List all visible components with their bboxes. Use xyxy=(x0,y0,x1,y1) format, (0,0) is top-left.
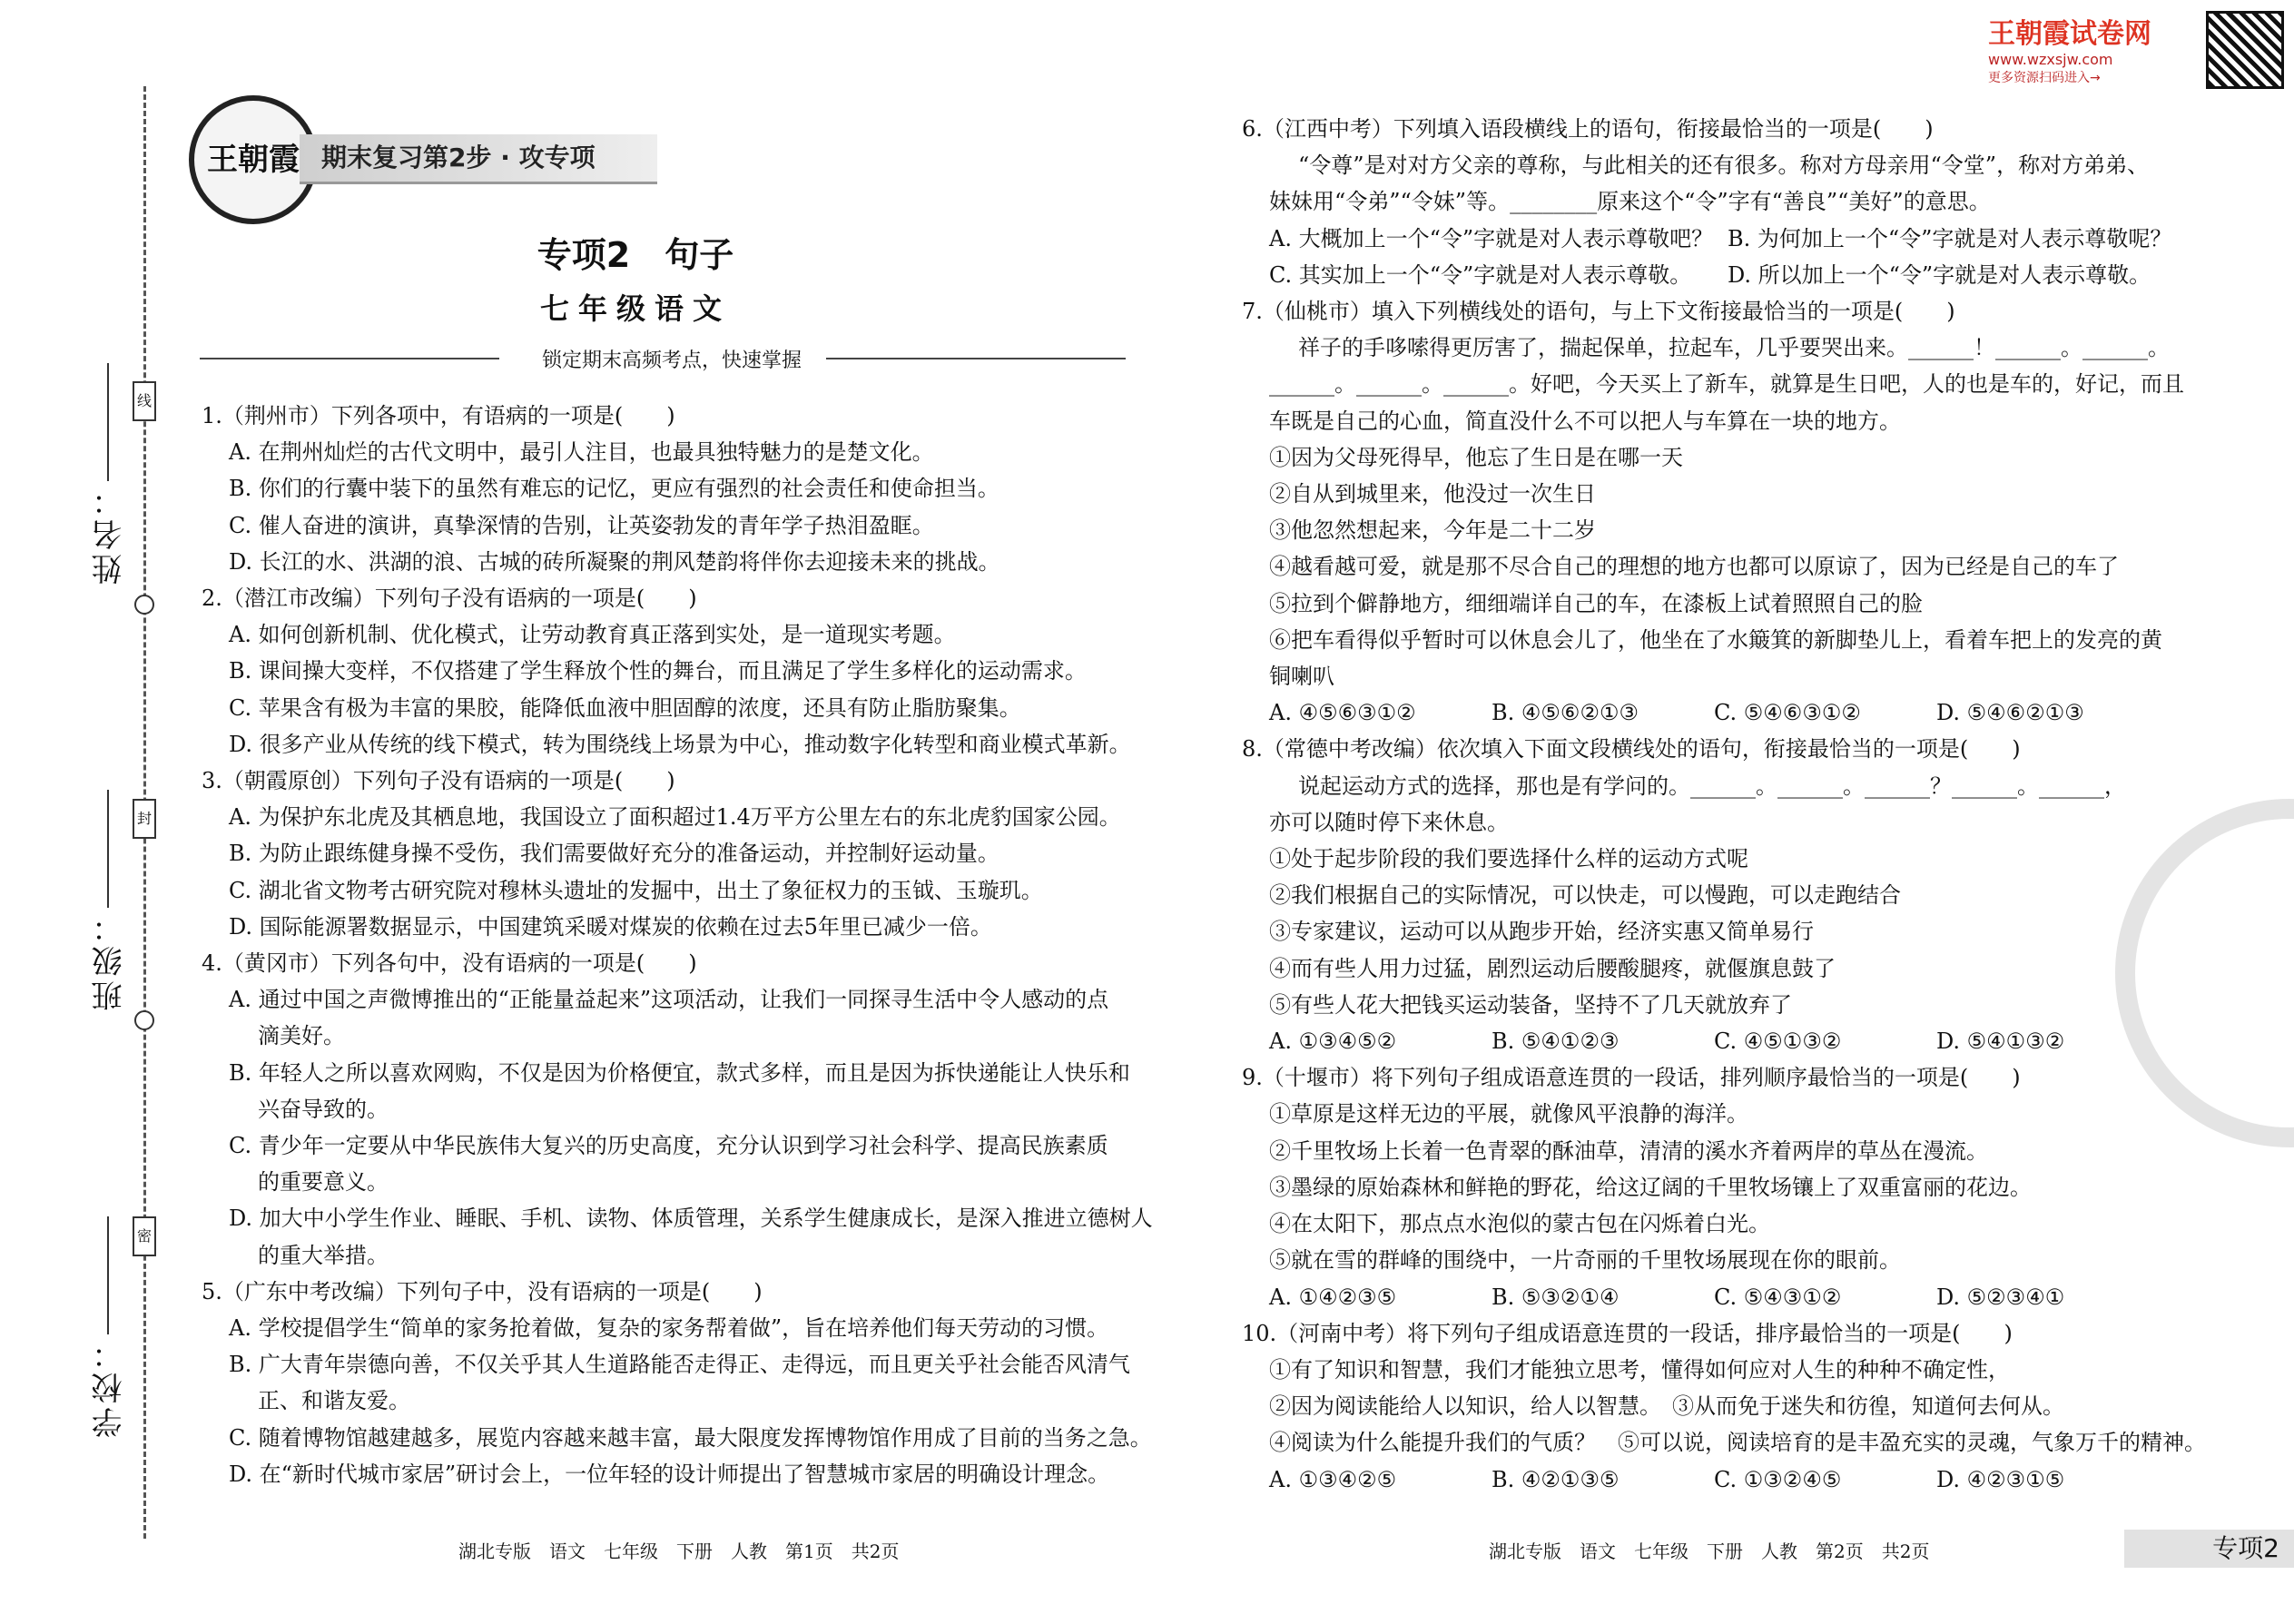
left-question-line: D. 加大中小学生作业、睡眠、手机、读物、体质管理，关系学生健康成长，是深入推进立德树人 xyxy=(229,1206,1153,1232)
question-8-line: ④而有些人用力过猛，剧烈运动后腰酸腿疼，就偃旗息鼓了 xyxy=(1269,955,1836,981)
question-7-line: ⑥把车看得似乎暂时可以休息会儿了，他坐在了水簸箕的新脚垫儿上，看着车把上的发亮的黄 xyxy=(1269,626,2162,653)
left-question-line: B. 年轻人之所以喜欢网购，不仅是因为价格便宜，款式多样，而且是因为拆快递能让人快乐和 xyxy=(229,1059,1130,1086)
binding-school-label: 学校： xyxy=(92,1334,128,1438)
left-question-line: D. 长江的水、洪湖的浪、古城的砖所凝聚的荆风楚韵将伴你去迎接未来的挑战。 xyxy=(229,548,1000,575)
page-title: 专项2 句子 xyxy=(537,235,734,275)
left-question-line: 1.（荆州市）下列各项中，有语病的一项是( ) xyxy=(202,403,675,428)
option-d[interactable]: D. 所以加上一个“令”字就是对人表示尊敬。 xyxy=(1728,261,2151,288)
question-8-line: 8.（常德中考改编）依次填入下面文段横线处的语句，衔接最恰当的一项是( ) xyxy=(1242,736,2021,763)
class-underline xyxy=(107,790,109,908)
section-tag: 专项2 xyxy=(2124,1530,2294,1568)
publisher-logo: 王朝霞 xyxy=(189,95,318,224)
binding-name-label: 姓名： xyxy=(92,481,128,585)
option-d[interactable]: D. ⑤④⑥②①③ xyxy=(1936,700,2084,726)
option-d[interactable]: D. ④②③①⑤ xyxy=(1936,1466,2065,1492)
question-7-line: ______。______。______。好吧，今天买上了新车，就算是生日吧，人的也是车的，好记，而且 xyxy=(1269,371,2184,398)
question-10-options xyxy=(1242,1462,2186,1498)
option-b[interactable]: B. ④②①③⑤ xyxy=(1492,1466,1620,1492)
left-question-line: A. 如何创新机制、优化模式，让劳动教育真正落到实处，是一道现实考题。 xyxy=(229,622,956,648)
left-question-line: C. 青少年一定要从中华民族伟大复兴的历史高度，充分认识到学习社会科学、提高民族素质 xyxy=(229,1133,1108,1159)
option-c[interactable]: C. ⑤④③①② xyxy=(1714,1284,1842,1310)
option-a[interactable]: A. ①③④⑤② xyxy=(1269,1029,1397,1055)
option-c[interactable]: C. ①③②④⑤ xyxy=(1714,1466,1842,1492)
question-9-line: ①草原是这样无边的平展，就像风平浪静的海洋。 xyxy=(1269,1101,1748,1127)
option-b[interactable]: B. ④⑤⑥②①③ xyxy=(1492,700,1639,726)
question-7-line: ⑤拉到个僻静地方，细细端详自己的车，在漆板上试着照照自己的脸 xyxy=(1269,590,1923,616)
question-8-line: ①处于起步阶段的我们要选择什么样的运动方式呢 xyxy=(1269,846,1748,872)
option-a[interactable]: A. 大概加上一个“令”字就是对人表示尊敬吧？ xyxy=(1269,225,1714,251)
left-question-line: A. 在荆州灿烂的古代文明中，最引人注目，也最具独特魅力的是楚文化。 xyxy=(229,439,934,466)
left-question-line: B. 课间操大变样，不仅搭建了学生释放个性的舞台，而且满足了学生多样化的运动需求。 xyxy=(229,658,1087,684)
binding-mark-mi: 密 xyxy=(133,1216,156,1256)
left-question-line: A. 通过中国之声微博推出的“正能量益起来”这项活动，让我们一同探寻生活中令人感动的点 xyxy=(229,987,1109,1013)
question-10-line: ①有了知识和智慧，我们才能独立思考，懂得如何应对人生的种种不确定性， xyxy=(1269,1356,2010,1383)
question-6-options xyxy=(1242,221,2186,257)
binding-mark-feng: 封 xyxy=(133,799,156,839)
question-7-line: ①因为父母死得早，他忘了生日是在哪一天 xyxy=(1269,444,1683,470)
footer-right: 湖北专版 语文 七年级 下册 人教 第2页 共2页 xyxy=(1489,1540,1930,1562)
left-question-line: A. 为保护东北虎及其栖息地，我国设立了面积超过1.4万平方公里左右的东北虎豹国家公园。 xyxy=(229,804,1121,831)
left-question-line: 滴美好。 xyxy=(258,1023,345,1049)
question-7-line: ③他忽然想起来，今年是二十二岁 xyxy=(1269,517,1596,544)
question-9-line: ②千里牧场上长着一色青翠的酥油草，清清的溪水齐着两岸的草丛在漫流。 xyxy=(1269,1137,1988,1164)
left-question-line: C. 催人奋进的演讲，真挚深情的告别，让英姿勃发的青年学子热泪盈眶。 xyxy=(229,512,934,538)
question-7-line: ④越看越可爱，就是那不尽合自己的理想的地方也都可以原谅了，因为已经是自己的车了 xyxy=(1269,554,2119,580)
left-question-line: D. 很多产业从传统的线下模式，转为围绕线上场景为中心，推动数字化转型和商业模式革新。 xyxy=(229,731,1131,757)
left-question-line: B. 为防止跟练健身操不受伤，我们需要做好充分的准备运动，并控制好运动量。 xyxy=(229,841,999,867)
binding-hole-icon xyxy=(134,1010,154,1030)
left-question-line: 2.（潜江市改编）下列句子没有语病的一项是( ) xyxy=(202,586,697,612)
question-6-options xyxy=(1242,257,2186,293)
question-7-options xyxy=(1242,694,2186,731)
question-7-line: 7.（仙桃市）填入下列横线处的语句，与上下文衔接最恰当的一项是( ) xyxy=(1242,299,1955,325)
left-question-column xyxy=(202,398,1153,1492)
question-7-line: ②自从到城里来，他没过一次生日 xyxy=(1269,481,1596,507)
question-8-options xyxy=(1242,1023,2186,1059)
left-question-line: A. 学校提倡学生“简单的家务抢着做，复杂的家务帮着做”，旨在培养他们每天劳动的习惯。 xyxy=(229,1315,1109,1342)
slogan: 锁定期末高频考点，快速掌握 xyxy=(541,349,802,372)
left-question-line: 正、和谐友爱。 xyxy=(258,1388,410,1414)
question-10-line: 10.（河南中考）将下列句子组成语意连贯的一段话，排序最恰当的一项是( ) xyxy=(1242,1320,2013,1346)
left-question-line: B. 广大青年崇德向善，不仅关乎其人生道路能否走得正、走得远，而且更关乎社会能否风清气 xyxy=(229,1352,1130,1378)
option-c[interactable]: C. ⑤④⑥③①② xyxy=(1714,700,1861,726)
right-question-column xyxy=(1242,111,2206,1498)
left-question-line: 兴奋导致的。 xyxy=(258,1096,389,1122)
option-d[interactable]: D. ⑤②③④① xyxy=(1936,1284,2065,1310)
binding-class-label: 班级： xyxy=(92,908,128,1011)
option-d[interactable]: D. ⑤④①③② xyxy=(1936,1029,2065,1055)
option-a[interactable]: A. ①④②③⑤ xyxy=(1269,1284,1397,1310)
question-9-line: ⑤就在雪的群峰的围绕中，一片奇丽的千里牧场展现在你的眼前。 xyxy=(1269,1247,1901,1274)
brand-url: www.wzxsjw.com xyxy=(1988,51,2113,68)
option-b[interactable]: B. ⑤③②①④ xyxy=(1492,1284,1620,1310)
option-c[interactable]: C. 其实加上一个“令”字就是对人表示尊敬。 xyxy=(1269,261,1692,288)
question-8-line: 亦可以随时停下来休息。 xyxy=(1269,809,1509,835)
question-7-line: 祥子的手哆嗦得更厉害了，揣起保单，拉起车，几乎要哭出来。______！______。______。 xyxy=(1298,335,2170,361)
question-10-line: ④阅读为什么能提升我们的气质？ ⑤可以说，阅读培育的是丰盈充实的灵魂，气象万千的精神。 xyxy=(1269,1430,2206,1456)
brand-name: 王朝霞试卷网 xyxy=(1988,18,2151,50)
slogan-row xyxy=(200,345,1126,372)
option-b[interactable]: B. ⑤④①②③ xyxy=(1492,1029,1620,1055)
left-question-line: C. 随着博物馆越建越多，展览内容越来越丰富，最大限度发挥博物馆作用成了目前的当务之急。 xyxy=(229,1424,1152,1451)
brand-header xyxy=(1988,11,2151,86)
option-b[interactable]: B. 为何加上一个“令”字就是对人表示尊敬呢？ xyxy=(1728,225,2172,251)
left-question-line: C. 湖北省文物考古研究院对穆林头遗址的发掘中，出土了象征权力的玉钺、玉璇玑。 xyxy=(229,877,1043,903)
left-question-line: 的重大举措。 xyxy=(258,1242,389,1268)
question-8-line: ③专家建议，运动可以从跑步开始，经济实惠又简单易行 xyxy=(1269,919,1814,945)
school-underline xyxy=(107,1216,109,1334)
question-6-passage: “令尊”是对对方父亲的尊称，与此相关的还有很多。称对方母亲用“令堂”，称对方弟弟、 xyxy=(1298,153,2150,179)
section-banner: 期末复习第2步 · 攻专项 xyxy=(300,134,657,184)
option-a[interactable]: A. ④⑤⑥③①② xyxy=(1269,700,1416,726)
question-9-line: ③墨绿的原始森林和鲜艳的野花，给这辽阔的千里牧场镶上了双重富丽的花边。 xyxy=(1269,1174,2032,1200)
question-8-line: 说起运动方式的选择，那也是有学问的。______。______。______？______。______， xyxy=(1298,773,2126,799)
footer-left: 湖北专版 语文 七年级 下册 人教 第1页 共2页 xyxy=(458,1540,900,1562)
question-9-line: 9.（十堰市）将下列句子组成语意连贯的一段话，排列顺序最恰当的一项是( ) xyxy=(1242,1065,2021,1091)
page-subtitle: 七年级语文 xyxy=(539,291,731,326)
binding-mark-xian: 线 xyxy=(133,381,156,421)
name-underline xyxy=(107,363,109,481)
left-question-line: 4.（黄冈市）下列各句中，没有语病的一项是( ) xyxy=(202,950,697,977)
question-10-line: ②因为阅读能给人以知识，给人以智慧。 ③从而免于迷失和彷徨，知道何去何从。 xyxy=(1269,1393,2064,1420)
left-question-line: D. 国际能源署数据显示，中国建筑采暖对煤炭的依赖在过去5年里已减少一倍。 xyxy=(229,913,992,940)
question-6-stem: 6.（江西中考）下列填入语段横线上的语句，衔接最恰当的一项是( ) xyxy=(1242,116,1934,142)
slogan-divider xyxy=(826,358,1126,359)
left-question-line: 的重要意义。 xyxy=(258,1169,389,1196)
question-8-line: ②我们根据自己的实际情况，可以快走，可以慢跑，可以走跑结合 xyxy=(1269,882,1901,909)
left-question-line: 5.（广东中考改编）下列句子中，没有语病的一项是( ) xyxy=(202,1278,763,1304)
question-9-line: ④在太阳下，那点点水泡似的蒙古包在闪烁着白光。 xyxy=(1269,1211,1770,1237)
question-7-line: 铜喇叭 xyxy=(1269,664,1334,690)
left-question-line: D. 在“新时代城市家居”研讨会上，一位年轻的设计师提出了智慧城市家居的明确设计理念。 xyxy=(229,1461,1110,1487)
question-8-line: ⑤有些人花大把钱买运动装备，坚持不了几天就放弃了 xyxy=(1269,991,1792,1018)
question-9-options xyxy=(1242,1279,2186,1315)
left-question-line: 3.（朝霞原创）下列句子没有语病的一项是( ) xyxy=(202,768,675,794)
question-7-line: 车既是自己的心血，简直没什么不可以把人与车算在一块的地方。 xyxy=(1269,408,1901,434)
left-question-line: C. 苹果含有极为丰富的果胶，能降低血液中胆固醇的浓度，还具有防止脂肪聚集。 xyxy=(229,694,1021,721)
option-c[interactable]: C. ④⑤①③② xyxy=(1714,1029,1842,1055)
brand-tagline: 更多资源扫码进入→ xyxy=(1988,71,2101,85)
qr-code-icon xyxy=(2206,11,2284,89)
option-a[interactable]: A. ①③④②⑤ xyxy=(1269,1466,1397,1492)
slogan-divider xyxy=(200,358,499,359)
binding-hole-icon xyxy=(134,595,154,615)
left-question-line: B. 你们的行囊中装下的虽然有难忘的记忆，更应有强烈的社会责任和使命担当。 xyxy=(229,476,999,502)
question-6-passage: 妹妹用“令弟”“令妹”等。________原来这个“令”字有“善良”“美好”的意思。 xyxy=(1269,189,1991,215)
